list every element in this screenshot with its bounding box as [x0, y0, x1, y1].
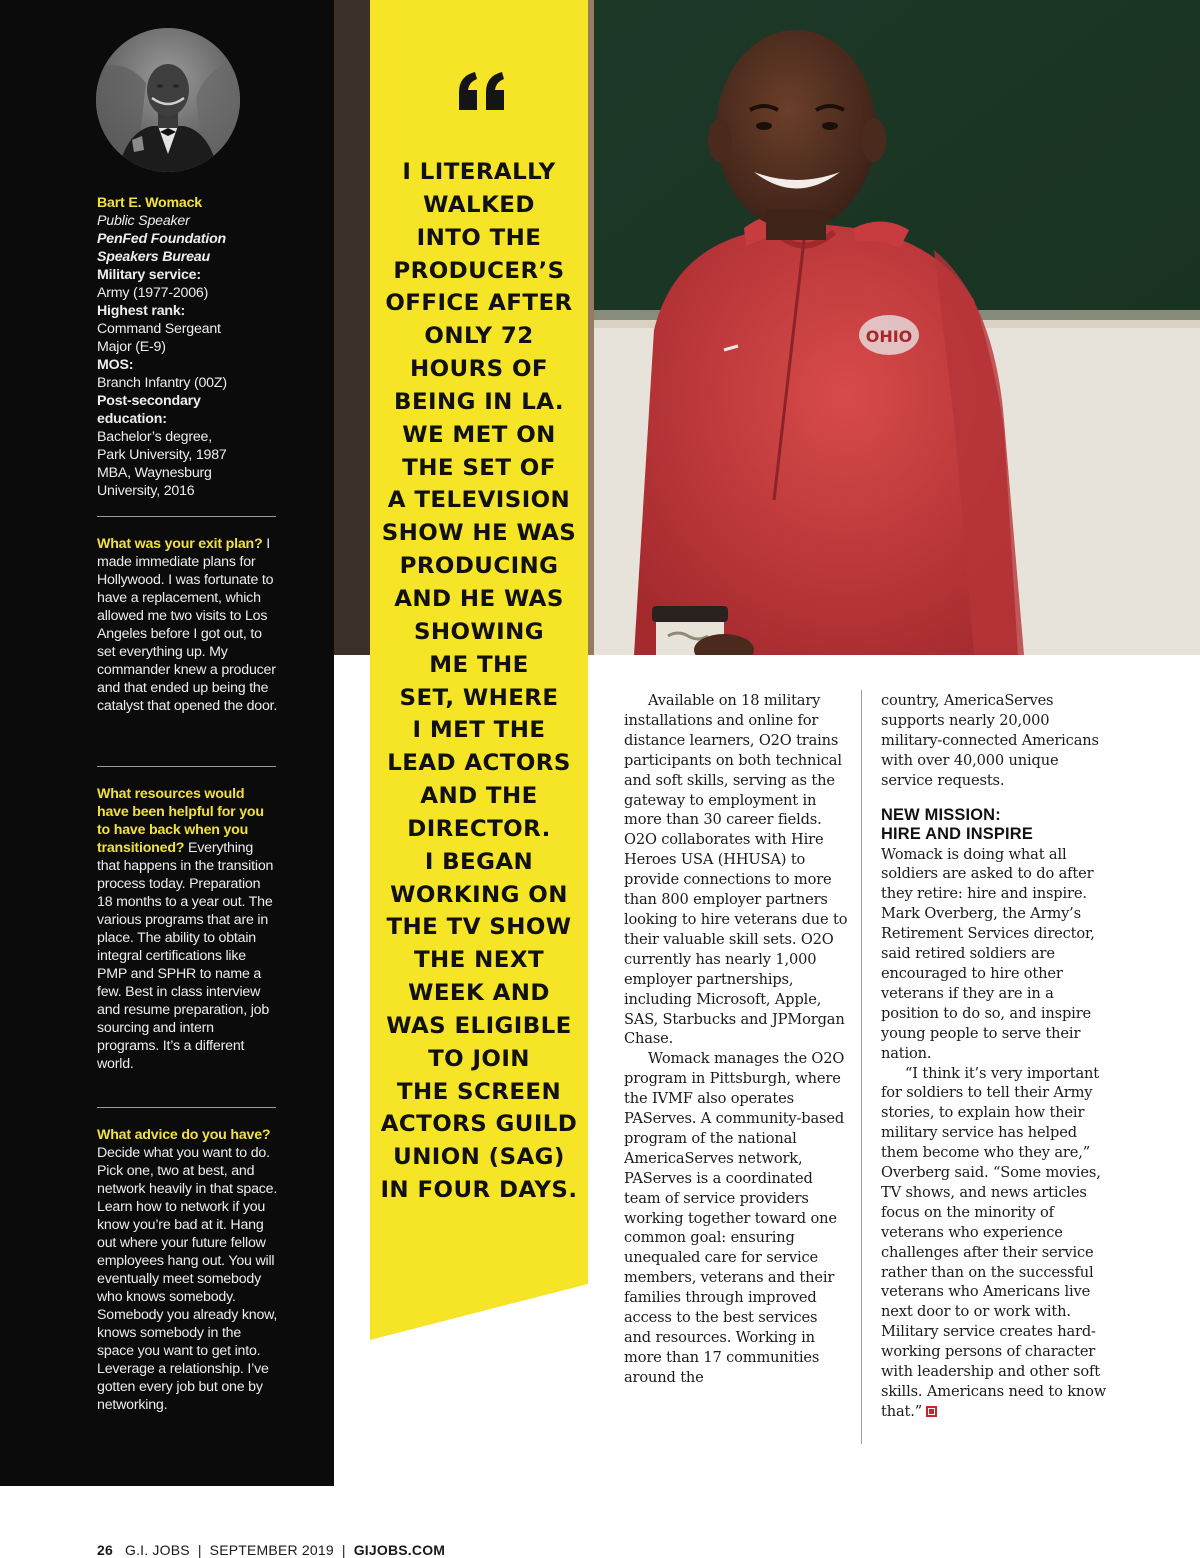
speaker-title: Public Speaker	[97, 213, 190, 229]
qa-answer: I made immediate plans for Hollywood. I was fortunate to have a replacement, which allowed me two visits to Los Angeles before I got out, to set everything up. My commander knew a producer and that ended up being the catalyst that opened the door.	[97, 536, 278, 714]
page-footer	[97, 1541, 445, 1558]
qa-answer: Decide what you want to do. Pick one, two at best, and network heavily in that space. Learn how to network if you know you’re bad at it. Hang out where your future fellow employees hang out. You will eventually meet somebody who knows somebody. Somebody you already know, knows somebody in the space you want to get into. Leverage a relationship. I’ve gotten every job but one by networking.	[97, 1145, 278, 1413]
subhead-line: NEW MISSION:	[881, 805, 1001, 824]
speaker-profile	[97, 194, 287, 500]
closing-paragraph-text: “I think it’s very important for soldiers to tell their Army stories, to explain how their military service has helped them become who they are,” Overberg said. “Some movies, TV shows, and news articles focus on the minority of veterans who experience challenges after their service rather than on the successful veterans who Americans live next door to or work with. Military service creates hard-working persons of character with leadership and other soft skills. Americans need to know that.”	[881, 1064, 1107, 1420]
website-link[interactable]: GIJOBS.COM	[353, 1542, 446, 1558]
qa-question: What resources would have been helpful for you to have back when you transitioned?	[97, 786, 264, 856]
section-subhead	[881, 806, 1113, 845]
pull-quote-text: I LITERALLY WALKED INTO THE PRODUCER’S OFFICE AFTER ONLY 72 HOURS OF BEING IN LA. WE MET ON THE SET OF A TELEVISION SHOW HE WAS PRODUCING AND HE WAS SHOWING ME THE SET, WHERE I MET THE LEAD ACTORS AND THE DIRECTOR. I BEGAN WORKING ON THE TV SHOW THE NEXT WEEK AND WAS ELIGIBLE TO JOIN THE SCREEN ACTORS GUILD UNION (SAG) IN FOUR DAYS.	[380, 159, 578, 1204]
rank-value: Major (E-9)	[97, 339, 166, 355]
service-value: Army (1977-2006)	[97, 285, 209, 301]
svg-text:OHIO: OHIO	[865, 327, 913, 346]
article-column-2	[881, 691, 1113, 1422]
qa-exit-plan	[97, 535, 279, 715]
sidebar-divider	[97, 1107, 276, 1108]
article-paragraph	[881, 1064, 1113, 1422]
profile-sidebar	[0, 0, 334, 1486]
education-label: education:	[97, 411, 167, 427]
qa-answer: Everything that happens in the transition process today. Preparation 18 months to a year out. The various programs that are in place. The ability to obtain integral certifications like PMP and SPHR to name a few. Best in class interview and resume preparation, job sourcing and intern programs. It’s a different world.	[97, 840, 274, 1072]
rank-label: Highest rank:	[97, 303, 186, 319]
footer-separator: |	[197, 1542, 202, 1558]
page-number: 26	[97, 1542, 113, 1558]
article-paragraph: Womack manages the O2O program in Pittsburgh, where the IVMF also operates PAServes. A community-based program of the national AmericaServes network, PAServes is a coordinated team of service providers working together toward one common goal: ensuring unequaled care for service members, veterans and their families through improved access to the best services and resources. Working in more than 17 communities around the	[624, 1050, 845, 1386]
education-value: Bachelor’s degree,	[97, 429, 212, 445]
speaker-org-line: PenFed Foundation	[97, 231, 227, 247]
qa-advice	[97, 1126, 279, 1414]
speaker-name: Bart E. Womack	[97, 195, 202, 211]
rank-value: Command Sergeant	[97, 321, 221, 337]
quote-mark-icon	[434, 42, 530, 138]
education-label: Post-secondary	[97, 393, 201, 409]
speaker-portrait-photo	[96, 28, 240, 172]
sidebar-divider	[97, 766, 276, 767]
quote-glyph	[455, 70, 509, 110]
footer-separator: |	[341, 1542, 346, 1558]
subhead-line: HIRE AND INSPIRE	[881, 825, 1033, 844]
mos-value: Branch Infantry (00Z)	[97, 375, 227, 391]
article-column-1	[624, 691, 848, 1388]
portrait-illustration	[96, 28, 240, 172]
qa-question: What was your exit plan?	[97, 536, 263, 552]
article-paragraph: Womack is doing what all soldiers are asked to do after they retire: hire and inspire. Mark Overberg, the Army’s Retirement Services director, said retired soldiers are encouraged to hire other veterans if they are in a position to do so, and inspire young people to serve their nation.	[881, 845, 1095, 1062]
article-paragraph: country, AmericaServes supports nearly 20,000 military-connected Americans with over 40,000 unique service requests.	[881, 692, 1099, 789]
education-value: Park University, 1987	[97, 447, 227, 463]
education-value: MBA, Waynesburg	[97, 465, 212, 481]
service-label: Military service:	[97, 267, 201, 283]
sidebar-divider	[97, 516, 276, 517]
qa-resources	[97, 785, 279, 1073]
publication-name: G.I. JOBS	[124, 1542, 190, 1558]
issue-date: SEPTEMBER 2019	[209, 1542, 334, 1558]
education-value: University, 2016	[97, 483, 195, 499]
mos-label: MOS:	[97, 357, 134, 373]
speaker-org-line: Speakers Bureau	[97, 249, 210, 265]
qa-question: What advice do you have?	[97, 1127, 271, 1143]
end-of-story-icon	[926, 1406, 937, 1417]
article-paragraph: Available on 18 military installations and online for distance learners, O2O trains participants on both technical and soft skills, serving as the gateway to employment in more than 30 career fields. O2O collaborates with Hire Heroes USA (HHUSA) to provide connections to more than 800 employer partners looking to hire veterans due to their valuable skill sets. O2O currently has nearly 1,000 employer partnerships, including Microsoft, Apple, SAS, Starbucks and JPMorgan Chase.	[624, 692, 848, 1048]
column-divider	[861, 690, 862, 1444]
